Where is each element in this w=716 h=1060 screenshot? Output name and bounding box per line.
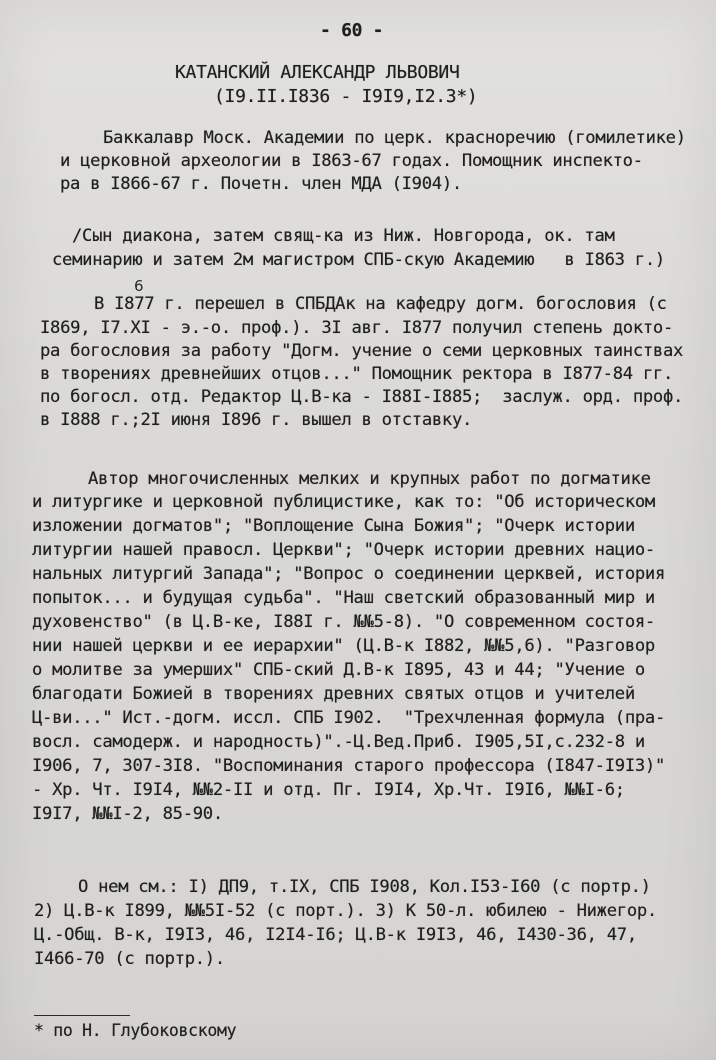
biography-dates-heading: (I9.II.I836 - I9I9,I2.3*) [214, 86, 478, 107]
text-line: по богосл. отд. Редактор Ц.В-ка - I88I-I885; заслуж. орд. проф. [40, 387, 684, 407]
text-line: I869, I7.XI - э.-о. проф.). 3I авг. I877 получил степень доктo- [40, 318, 674, 338]
text-line: О нем см.: I) ДП9, т.IX, СПБ I908, Кол.I53-I60 (с портр.) [78, 877, 651, 897]
text-line: семинарию и затем 2м магистром СПБ-скую Академию в I863 г.) [52, 250, 665, 270]
text-line: Ц-ви..." Ист.-догм. иссл. СПБ I902. "Трехчленная формула (пра- [32, 708, 666, 728]
text-line: благодати Божией в творениях древних святых отцов и учителей [32, 684, 635, 704]
text-line: - Хр. Чт. I9I4, №№2-II и отд. Пг. I9I4, Хр.Чт. I9I6, №№I-6; [32, 780, 625, 800]
text-line: литургии нашей правосл. Церкви"; "Очерк истории древних нацио- [32, 540, 655, 560]
text-line: I906, 7, 307-3I8. "Воспоминания старого профессора (I847-I9I3)" [32, 756, 666, 776]
text-line: В I877 г. перешел в СПБДАк на кафедру догм. богословия (с [94, 294, 667, 314]
text-line: восл. самодерж. и народность)".-Ц.Вед.Приб. I905,5I,с.232-8 и [32, 732, 645, 752]
text-line: Автор многочисленных мелких и крупных работ по догматике [88, 469, 651, 489]
text-line: в I888 г.;2I июня I896 г. вышел в отставку. [40, 410, 473, 430]
text-line: ра богословия за работу "Догм. учение о семи церковных таинствах [40, 341, 684, 361]
text-line: I466-70 (с портр.). [34, 949, 225, 969]
text-line: Ц.-Общ. В-к, I9I3, 46, I2I4-I6; Ц.В-к I9I3, 46, I430-36, 47, [34, 925, 637, 945]
text-line: попыток... и будущая судьба". "Наш светский образованный мир и [32, 588, 655, 608]
handwritten-correction: 6 [134, 277, 144, 295]
text-line: и церковной археологии в I863-67 годах. Помощник инспекто- [60, 151, 643, 171]
text-line: изложении догматов"; "Воплощение Сына Божия"; "Очерк истории [32, 516, 635, 536]
text-line: ра в I866-67 г. Почетн. член МДА (I904). [60, 174, 462, 194]
footnote: * по Н. Глубоковскому [34, 1021, 237, 1040]
text-line: /Сын диакона, затем свящ-ка из Ниж. Новгорода, ок. там [72, 226, 615, 246]
text-line: о молитве за умерших" СПБ-ский Д.В-к I895, 43 и 44; "Учение о [32, 660, 645, 680]
text-line: нии нашей церкви и ее иерархии" (Ц.В-к I882, №№5,6). "Разговор [32, 636, 655, 656]
text-line: I9I7, №№I-2, 85-90. [32, 804, 223, 824]
text-line: в творениях древнейших отцов..." Помощник ректора в I877-84 гг. [40, 364, 674, 384]
biography-name-heading: КАТАНСКИЙ АЛЕКСАНДР ЛЬВОВИЧ [175, 62, 460, 83]
text-line: нальных литургий Запада"; "Вопрос о соединении церквей, история [32, 564, 666, 584]
text-line: 2) Ц.В-к I899, №№5I-52 (с порт.). 3) К 50-л. юбилею - Нижегор. [34, 901, 657, 921]
footnote-divider [34, 1015, 130, 1016]
text-line: и литургике и церковной публицистике, как то: "Об историческом [32, 492, 655, 512]
text-line: Баккалавр Моск. Академии по церк. красноречию (гомилетике) [103, 128, 686, 148]
page-number: - 60 - [320, 20, 384, 41]
text-line: духовенство" (в Ц.В-ке, I88I г. №№5-8). "О современном состоя- [32, 612, 655, 632]
